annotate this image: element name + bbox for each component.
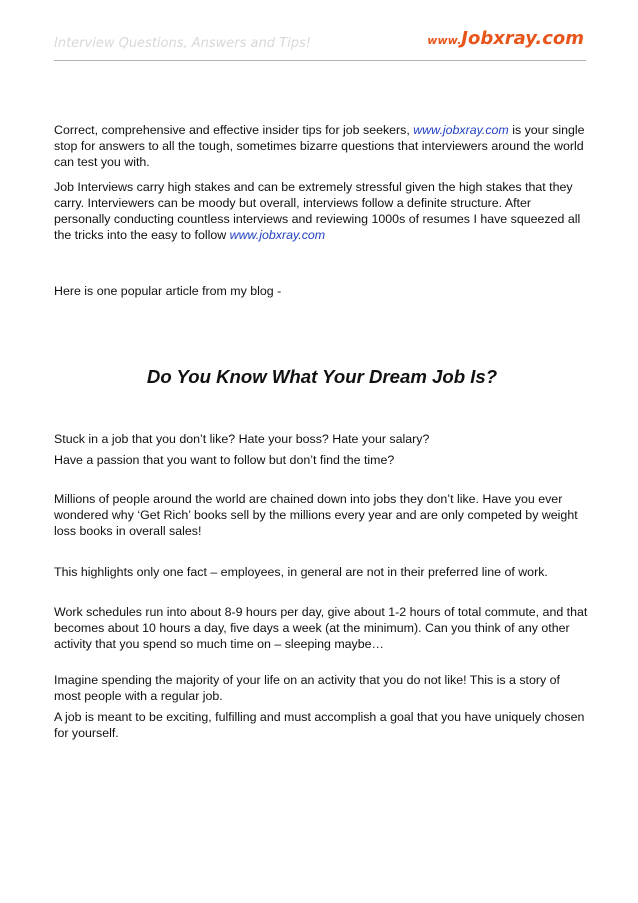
header-tagline: Interview Questions, Answers and Tips! [54,36,311,51]
intro-p1-link[interactable]: www.jobxray.com [413,123,509,137]
intro-paragraph-3: Here is one popular article from my blog - [54,284,282,298]
article-paragraph-7: A job is meant to be exciting, fulfilling and must accomplish a goal that you have uniquely chosen for yourself. [54,710,585,740]
site-brand: Jobxray.com [461,28,584,49]
intro-p1-text-before: Correct, comprehensive and effective insider tips for job seekers, [54,123,414,137]
site-prefix: www. [427,34,462,47]
intro-paragraph-1 [54,122,590,170]
intro-p2-text: Job Interviews carry high stakes and can be extremely stressful given the high stakes that they carry. Interviewers can be moody but overall, interviews follow a definite structure. After personally conducting countless interviews and reviewing 1000s of resumes I have squeezed all the tricks into the easy to follow [54,180,581,242]
intro-paragraph-2 [54,179,590,243]
article-paragraph-6: Imagine spending the majority of your life on an activity that you do not like! This is a story of most people with a regular job. [54,673,560,703]
article-title: Do You Know What Your Dream Job Is? [146,366,498,387]
article-paragraph-1: Stuck in a job that you don’t like? Hate your boss? Hate your salary? [54,432,430,446]
page-header [54,28,586,61]
article-paragraph-2: Have a passion that you want to follow but don’t find the time? [54,453,395,467]
intro-p1-text-after: is your single stop for answers to all the tough, sometimes bizarre questions that interviewers around the world can test you with. [54,123,585,169]
article-paragraph-5: Work schedules run into about 8-9 hours per day, give about 1-2 hours of total commute, and that becomes about 10 hours a day, five days a week (at the minimum). Can you think of any other activity that you spend so much time on – sleeping maybe… [54,605,588,651]
header-site-link[interactable] [427,28,584,49]
intro-p2-link[interactable]: www.jobxray.com [229,228,326,242]
article-paragraph-3: Millions of people around the world are chained down into jobs they don’t like. Have you ever wondered why ‘Get Rich’ books sell by the millions every year and are only competed by weight loss books in overall sales! [54,492,578,538]
article-paragraph-4: This highlights only one fact – employees, in general are not in their preferred line of work. [54,565,548,579]
